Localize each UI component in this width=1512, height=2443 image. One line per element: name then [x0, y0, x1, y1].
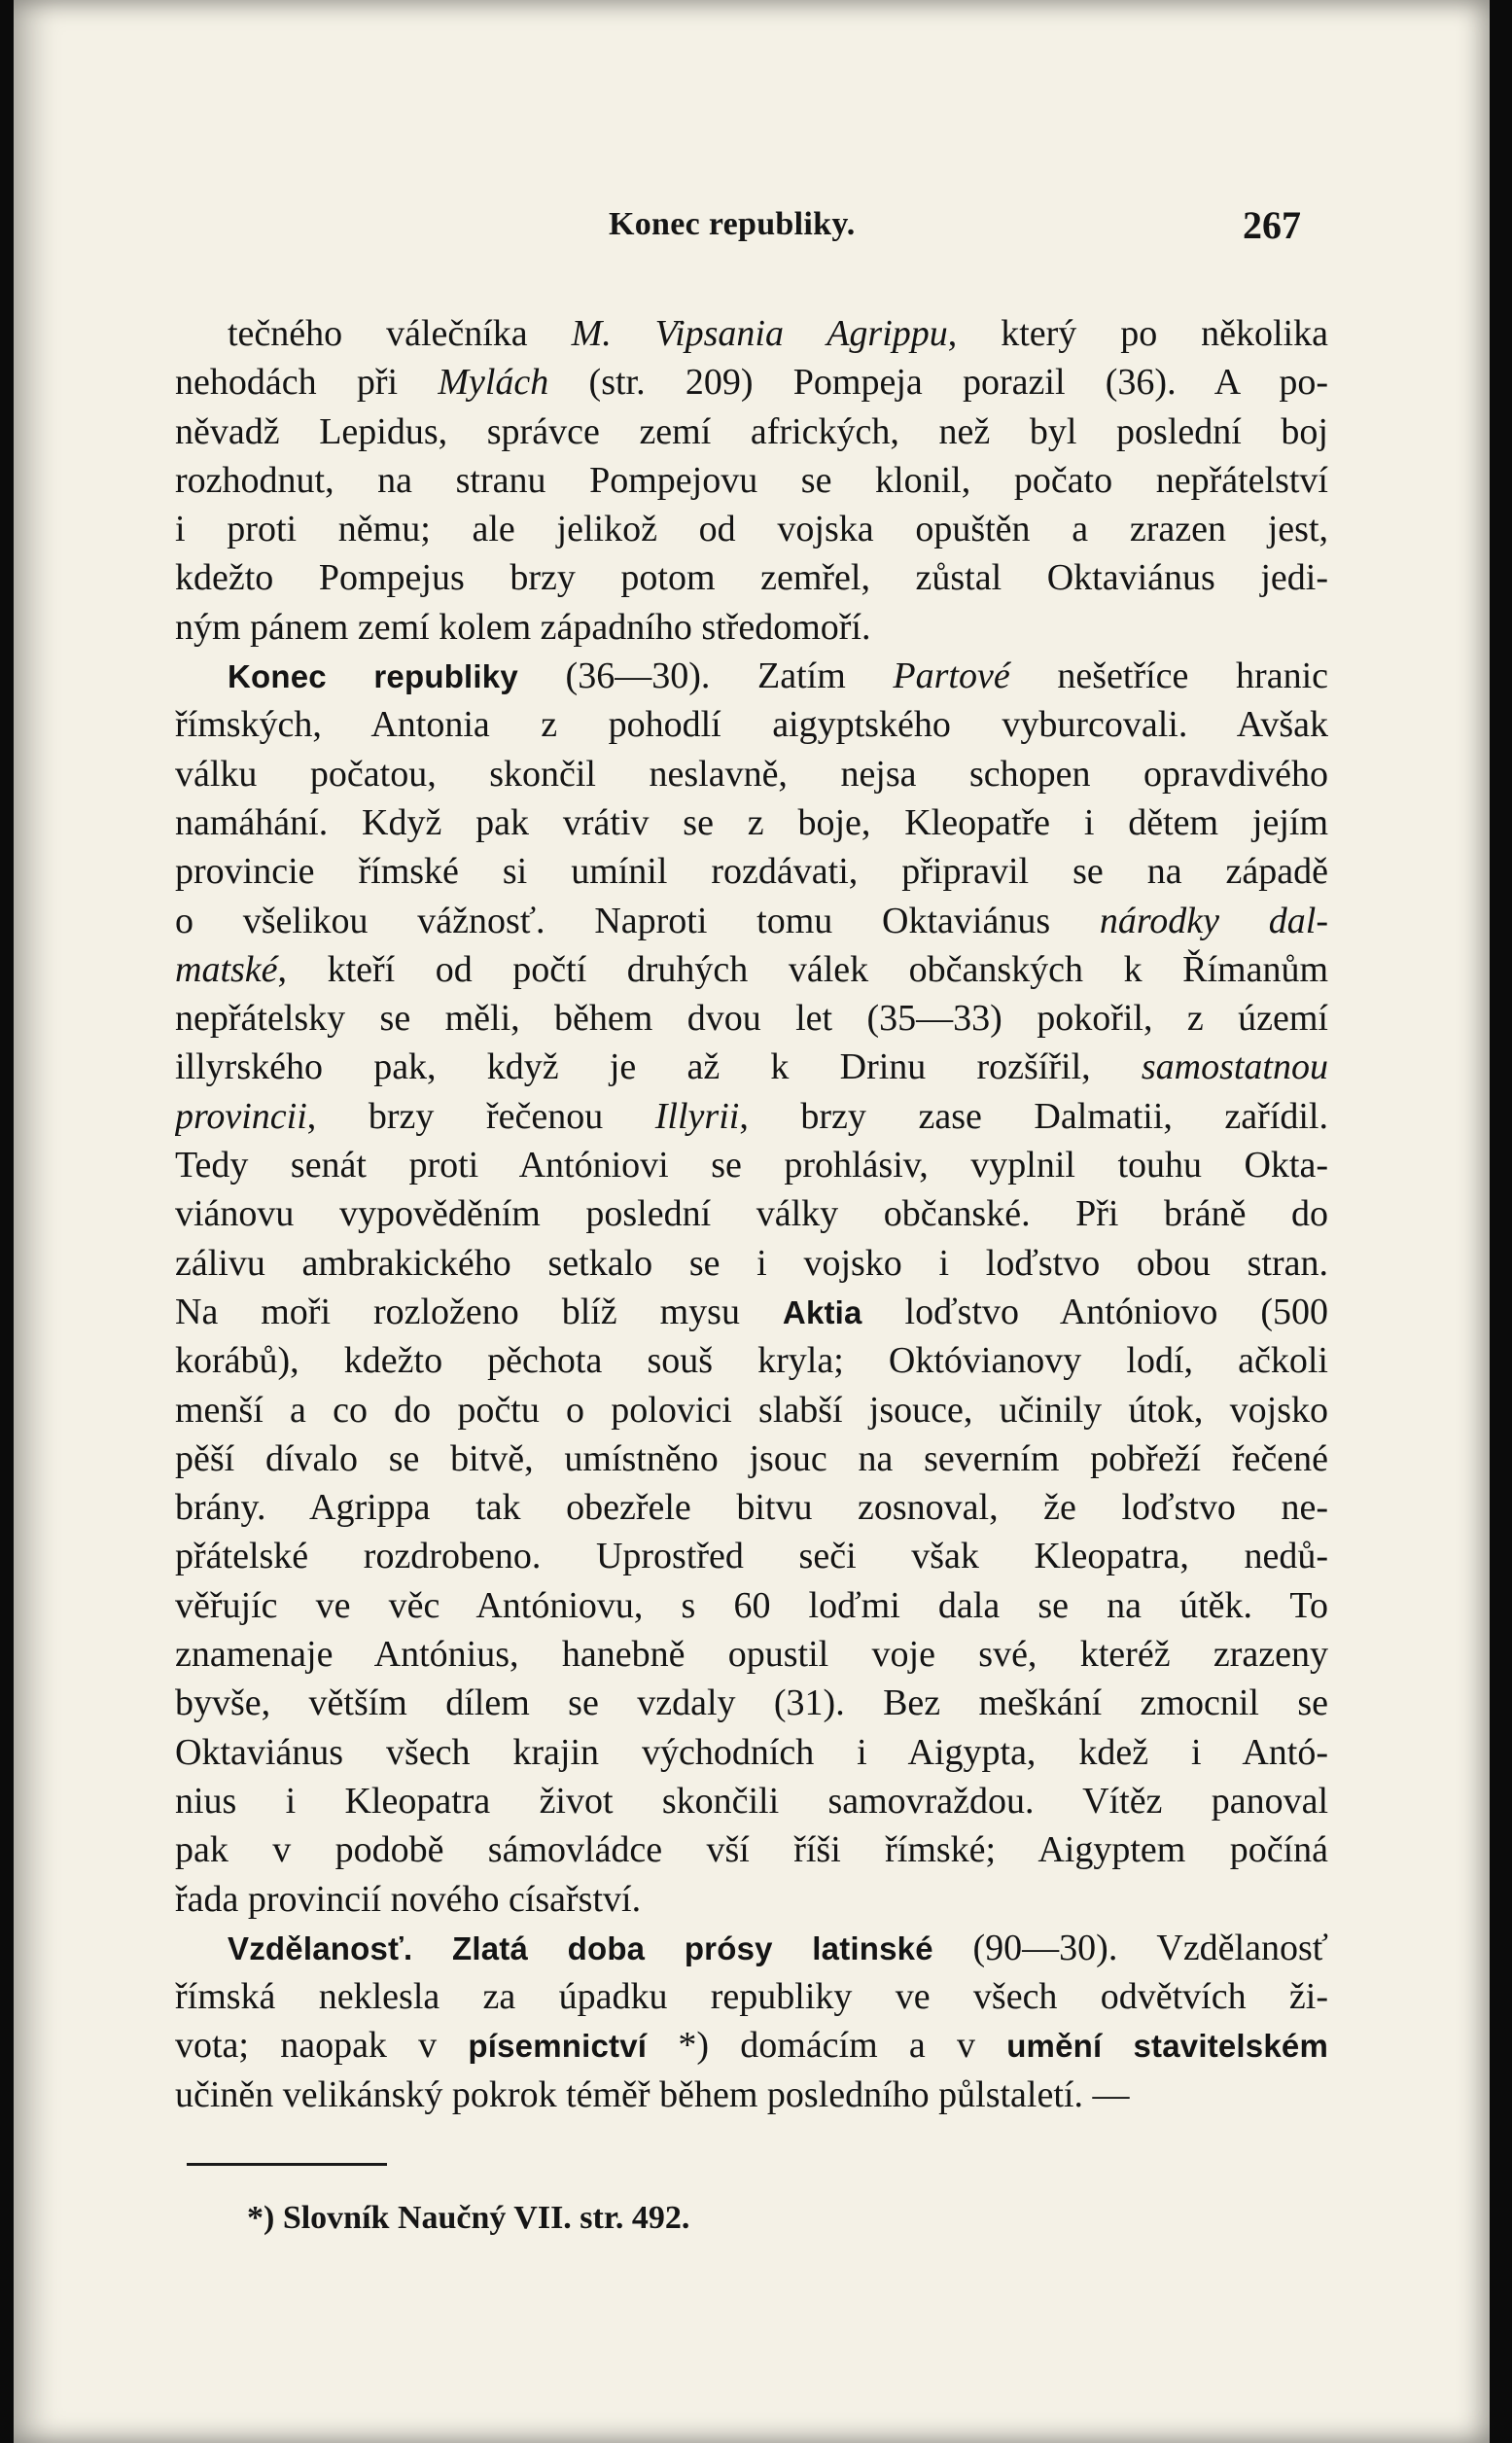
text-line	[175, 1728, 1328, 1777]
italic-text: národky dal-	[1099, 900, 1328, 941]
text-line	[175, 1581, 1328, 1630]
text-line	[175, 1483, 1328, 1532]
text-run: tečného válečníka	[228, 313, 572, 354]
text-line	[175, 652, 1328, 700]
text-line	[175, 603, 1328, 652]
text-line	[175, 798, 1328, 847]
emphasis-text: Aktia	[782, 1293, 862, 1330]
emphasis-text: Vzdělanosť. Zlatá doba prósy latinské	[228, 1930, 933, 1966]
text-line	[175, 1336, 1328, 1385]
text-line	[175, 1679, 1328, 1727]
italic-text: M. Vipsania Agrippu	[571, 313, 948, 354]
page-header	[14, 203, 1490, 255]
text-run: , brzy zase Dalmatii, zařídil.	[739, 1095, 1328, 1137]
emphasis-text: umění stavitelském	[1006, 2028, 1328, 2065]
text-run: Na moři rozloženo blíž mysu	[175, 1291, 783, 1332]
running-title: Konec republiky.	[609, 206, 856, 242]
text-run: loďstvo Antóniovo (500	[861, 1291, 1328, 1332]
text-run: (90—30). Vzdělanosť	[932, 1927, 1328, 1968]
text-line	[175, 1924, 1328, 1972]
text-line	[175, 1875, 1328, 1924]
text-line	[175, 1189, 1328, 1238]
text-run: viánovu vypověděním poslední války občanské. Při bráně do	[175, 1193, 1328, 1235]
text-line	[175, 1043, 1328, 1091]
text-line	[175, 1141, 1328, 1189]
text-line	[175, 1239, 1328, 1288]
text-run: znamenaje Antónius, hanebně opustil voje své, kteréž zrazeny	[175, 1634, 1328, 1676]
text-line	[175, 407, 1328, 456]
text-line	[175, 700, 1328, 749]
text-run: rozhodnut, na stranu Pompejovu se klonil, počato nepřátelství	[175, 459, 1328, 501]
italic-text: provincii	[175, 1095, 307, 1137]
text-line	[175, 1777, 1328, 1825]
body-text	[175, 309, 1328, 2119]
footnote-divider	[187, 2163, 387, 2166]
text-line	[175, 1972, 1328, 2021]
text-run: nepřátelsky se měli, během dvou let (35—33) pokořil, z území	[175, 998, 1328, 1040]
text-run: vota; naopak v	[175, 2025, 469, 2067]
italic-text: Mylách	[438, 362, 549, 404]
text-line	[175, 2071, 1328, 2119]
text-line	[175, 505, 1328, 553]
paragraph	[175, 309, 1328, 652]
text-run: nehodách při	[175, 362, 439, 404]
italic-text: Illyrii	[654, 1095, 740, 1137]
text-run: (str. 209) Pompeja porazil (36). A po-	[548, 362, 1328, 404]
text-line	[175, 1386, 1328, 1434]
text-line	[175, 1630, 1328, 1679]
text-run: o všelikou vážnosť. Naproti tomu Oktaviánus	[175, 900, 1100, 941]
text-run: *) domácím a v	[647, 2025, 1007, 2067]
text-line	[175, 553, 1328, 602]
text-run: illyrského pak, když je až k Drinu rozšířil,	[175, 1046, 1142, 1088]
text-run: byvše, větším dílem se vzdaly (31). Bez meškání zmocnil se	[175, 1682, 1328, 1724]
text-run: Tedy senát proti Antóniovi se prohlásiv, vyplnil touhu Okta-	[175, 1145, 1328, 1186]
italic-text: Partové	[893, 655, 1010, 697]
text-run: provincie římské si umínil rozdávati, připravil se na západě	[175, 851, 1328, 893]
text-line	[175, 847, 1328, 896]
emphasis-text: písemnictví	[468, 2028, 648, 2065]
book-page	[14, 0, 1490, 2443]
text-run: Oktaviánus všech krajin východních i Aigypta, kdež i Antó-	[175, 1731, 1328, 1773]
text-run: namáhání. Když pak vrátiv se z boje, Kleopatře i dětem jejím	[175, 801, 1328, 843]
text-run: něvadž Lepidus, správce zemí afrických, než byl poslední boj	[175, 410, 1328, 452]
text-line	[175, 1434, 1328, 1483]
text-run: , který po několika	[947, 313, 1328, 354]
text-run: nešetříce hranic	[1009, 655, 1328, 697]
text-run: nius i Kleopatra život skončili samovraždou. Vítěz panoval	[175, 1780, 1328, 1822]
text-line	[175, 358, 1328, 407]
text-line	[175, 1288, 1328, 1336]
text-line	[175, 309, 1328, 358]
text-run: přátelské rozdrobeno. Uprostřed seči však Kleopatra, nedů-	[175, 1536, 1328, 1577]
text-run: kdežto Pompejus brzy potom zemřel, zůstal Oktaviánus jedi-	[175, 557, 1328, 599]
text-line	[175, 1532, 1328, 1580]
paragraph	[175, 1924, 1328, 2119]
italic-text: matské	[175, 948, 278, 990]
text-run: řada provincií nového císařství.	[175, 1878, 642, 1920]
text-line	[175, 750, 1328, 798]
text-line	[175, 897, 1328, 945]
footnote: *) Slovník Naučný VII. str. 492.	[247, 2200, 690, 2236]
page-number: 267	[1243, 203, 1301, 247]
text-run: pak v podobě sámovládce vší říši římské; Aigyptem počíná	[175, 1829, 1328, 1871]
text-run: pěší dívalo se bitvě, umístněno jsouc na severním pobřeží řečené	[175, 1437, 1328, 1479]
text-run: (36—30). Zatím	[517, 655, 894, 697]
text-line	[175, 945, 1328, 994]
text-line	[175, 456, 1328, 505]
text-run: učiněn velikánský pokrok téměř během posledního půlstaletí. —	[175, 2073, 1130, 2115]
text-line	[175, 1092, 1328, 1141]
text-run: zálivu ambrakického setkalo se i vojsko i loďstvo obou stran.	[175, 1242, 1328, 1284]
text-line	[175, 994, 1328, 1043]
text-run: brány. Agrippa tak obezřele bitvu zosnoval, že loďstvo ne-	[175, 1487, 1328, 1529]
italic-text: samostatnou	[1141, 1046, 1328, 1088]
text-line	[175, 1825, 1328, 1874]
text-run: i proti němu; ale jelikož od vojska opuštěn a zrazen jest,	[175, 509, 1328, 550]
text-run: ným pánem zemí kolem západního středomoří.	[175, 606, 871, 648]
text-run: korábů), kdežto pěchota souš kryla; Októvianovy lodí, ačkoli	[175, 1340, 1328, 1382]
text-run: menší a co do počtu o polovici slabší jsouce, učinily útok, vojsko	[175, 1389, 1328, 1431]
text-run: věřujíc ve věc Antóniovu, s 60 loďmi dala se na útěk. To	[175, 1584, 1328, 1626]
text-run: válku počatou, skončil neslavně, nejsa schopen opravdivého	[175, 753, 1328, 795]
text-run: , kteří od počtí druhých válek občanských k Římanům	[277, 948, 1328, 990]
text-run: římských, Antonia z pohodlí aigyptského vyburcovali. Avšak	[175, 704, 1328, 746]
paragraph	[175, 652, 1328, 1924]
text-run: římská neklesla za úpadku republiky ve všech odvětvích ži-	[175, 1976, 1328, 2018]
text-line	[175, 2021, 1328, 2070]
emphasis-text: Konec republiky	[228, 658, 518, 695]
text-run: , brzy řečenou	[306, 1095, 655, 1137]
